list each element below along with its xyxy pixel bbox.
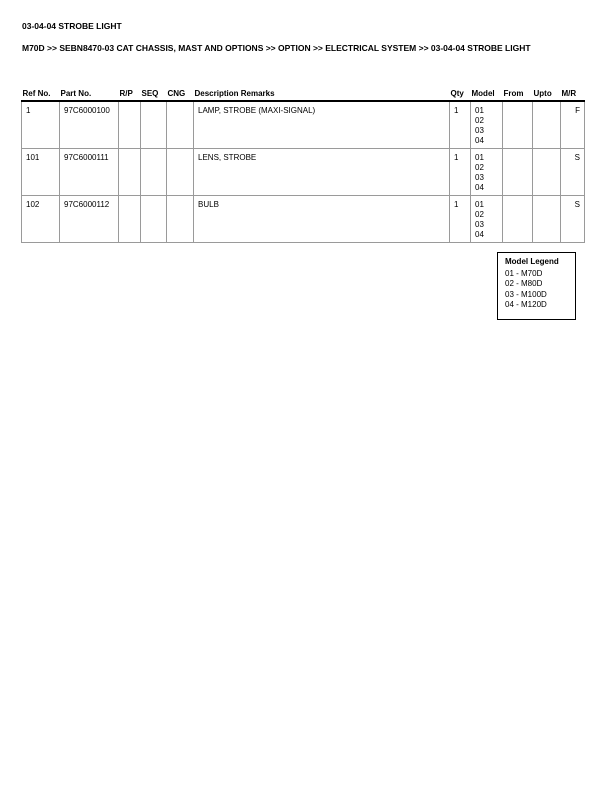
model-legend-item: 02 - M80D xyxy=(505,279,543,289)
cell-mr: F xyxy=(561,101,585,149)
cell-upto xyxy=(533,149,561,196)
model-code: 03 xyxy=(475,173,484,182)
parts-table xyxy=(21,86,585,243)
cell-description: BULB xyxy=(194,196,450,243)
cell-cng xyxy=(167,101,194,149)
cell-part-no: 97C6000100 xyxy=(60,101,119,149)
table-header-row xyxy=(22,86,585,101)
cell-qty: 1 xyxy=(450,101,471,149)
table-row xyxy=(22,196,585,243)
cell-seq xyxy=(141,196,167,243)
cell-models xyxy=(471,149,503,196)
cell-from xyxy=(503,196,533,243)
cell-from xyxy=(503,149,533,196)
col-header-model: Model xyxy=(471,86,503,101)
col-header-part: Part No. xyxy=(60,86,119,101)
col-header-rp: R/P xyxy=(119,86,141,101)
model-code: 02 xyxy=(475,210,484,219)
cell-ref: 101 xyxy=(22,149,60,196)
cell-seq xyxy=(141,149,167,196)
cell-mr: S xyxy=(561,196,585,243)
cell-models xyxy=(471,101,503,149)
col-header-ref: Ref No. xyxy=(22,86,60,101)
cell-mr: S xyxy=(561,149,585,196)
cell-qty: 1 xyxy=(450,196,471,243)
model-code: 04 xyxy=(475,230,484,239)
model-code: 02 xyxy=(475,163,484,172)
cell-rp xyxy=(119,196,141,243)
col-header-cng: CNG xyxy=(167,86,194,101)
model-code: 02 xyxy=(475,116,484,125)
model-legend-item: 01 - M70D xyxy=(505,269,543,278)
model-code: 03 xyxy=(475,220,484,229)
model-legend xyxy=(497,252,576,320)
model-code: 03 xyxy=(475,126,484,135)
cell-upto xyxy=(533,196,561,243)
cell-seq xyxy=(141,101,167,149)
model-code: 01 xyxy=(475,106,484,115)
col-header-from: From xyxy=(503,86,533,101)
col-header-qty: Qty xyxy=(450,86,471,101)
cell-qty: 1 xyxy=(450,149,471,196)
cell-cng xyxy=(167,149,194,196)
cell-models xyxy=(471,196,503,243)
page-title: 03-04-04 STROBE LIGHT xyxy=(22,21,122,31)
model-code: 01 xyxy=(475,200,484,209)
model-legend-title: Model Legend xyxy=(505,257,559,266)
col-header-desc: Description Remarks xyxy=(194,86,450,101)
cell-cng xyxy=(167,196,194,243)
model-legend-item: 03 - M100D xyxy=(505,289,547,299)
cell-upto xyxy=(533,101,561,149)
cell-part-no: 97C6000112 xyxy=(60,196,119,243)
cell-ref: 102 xyxy=(22,196,60,243)
col-header-upto: Upto xyxy=(533,86,561,101)
cell-rp xyxy=(119,101,141,149)
col-header-mr: M/R xyxy=(561,86,585,101)
col-header-seq: SEQ xyxy=(141,86,167,101)
model-code: 04 xyxy=(475,136,484,145)
model-code: 01 xyxy=(475,153,484,162)
model-code: 04 xyxy=(475,183,484,192)
table-row xyxy=(22,149,585,196)
model-legend-item: 04 - M120D xyxy=(505,300,547,310)
cell-description: LAMP, STROBE (MAXI-SIGNAL) xyxy=(194,101,450,149)
cell-ref: 1 xyxy=(22,101,60,149)
breadcrumb: M70D >> SEBN8470-03 CAT CHASSIS, MAST AND OPTIONS >> OPTION >> ELECTRICAL SYSTEM >> 03-04-04 STROBE LIGHT xyxy=(22,43,531,53)
table-row xyxy=(22,101,585,149)
cell-from xyxy=(503,101,533,149)
cell-description: LENS, STROBE xyxy=(194,149,450,196)
cell-part-no: 97C6000111 xyxy=(60,149,119,196)
cell-rp xyxy=(119,149,141,196)
